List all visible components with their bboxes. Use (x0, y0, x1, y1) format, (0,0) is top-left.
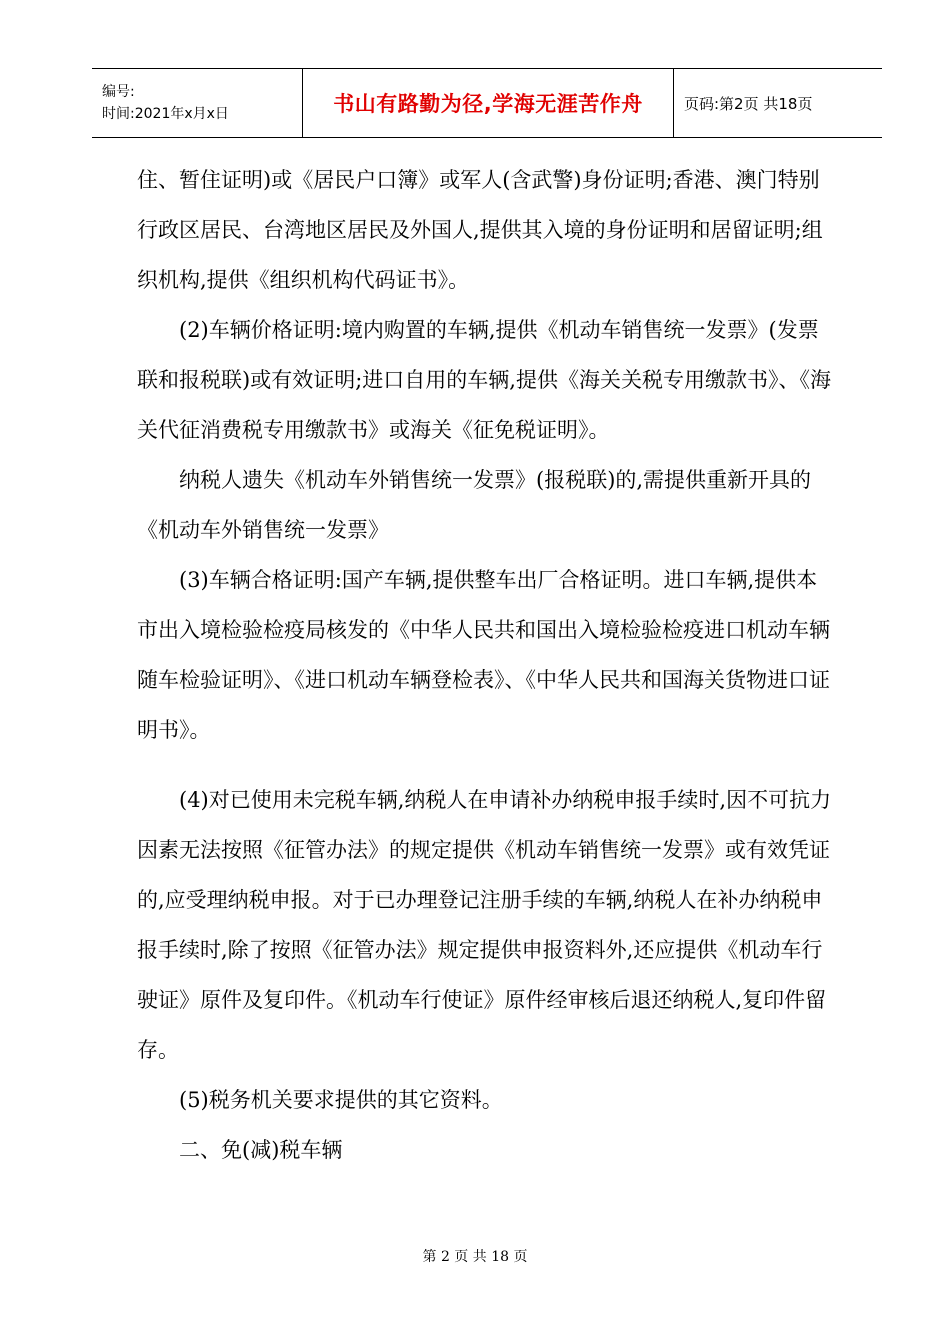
header-meta (92, 69, 302, 137)
section-heading: 二、免(减)税车辆 (179, 1138, 343, 1162)
page-footer: 第 2 页 共 18 页 (422, 1249, 528, 1265)
document-number-label: 编号: (102, 84, 135, 100)
body-paragraph: 纳税人遗失《机动车外销售统一发票》(报税联)的,需提供重新开具的《机动车外销售统一发票》 (137, 468, 812, 542)
header-page-cell (674, 69, 812, 137)
body-paragraph: (3)车辆合格证明:国产车辆,提供整车出厂合格证明。进口车辆,提供本市出入境检验检疫局核发的《中华人民共和国出入境检验检疫进口机动车辆随车检验证明》、《进口机动车辆登检表》、《中华人民共和国海关货物进口证明书》。 (137, 568, 830, 742)
header-page-number: 页码:第2页 共18页 (684, 94, 813, 113)
header-motto-cell (302, 69, 674, 137)
body-paragraph: (4)对已使用未完税车辆,纳税人在申请补办纳税申报手续时,因不可抗力因素无法按照《征管办法》的规定提供《机动车销售统一发票》或有效凭证的,应受理纳税申报。对于已办理登记注册手续的车辆,纳税人在补办纳税申报手续时,除了按照《征管办法》规定提供申报资料外,还应提供《机动车行驶证》原件及复印件。《机动车行使证》原件经审核后退还纳税人,复印件留存。 (137, 788, 832, 1062)
document-time-label: 时间:2021年x月x日 (102, 106, 229, 122)
header-motto: 书山有路勤为径,学海无涯苦作舟 (333, 92, 643, 116)
body-paragraph: 住、暂住证明)或《居民户口簿》或军人(含武警)身份证明;香港、澳门特别行政区居民、台湾地区居民及外国人,提供其入境的身份证明和居留证明;组织机构,提供《组织机构代码证书》。 (137, 168, 823, 292)
body-paragraph: (5)税务机关要求提供的其它资料。 (179, 1088, 503, 1112)
body-paragraph: (2)车辆价格证明:境内购置的车辆,提供《机动车销售统一发票》(发票联和报税联)或有效证明;进口自用的车辆,提供《海关关税专用缴款书》、《海关代征消费税专用缴款书》或海关《征免税证明》。 (137, 318, 831, 442)
document-body (137, 155, 837, 1175)
page-header (92, 68, 882, 138)
paragraph-spacer (137, 755, 837, 775)
